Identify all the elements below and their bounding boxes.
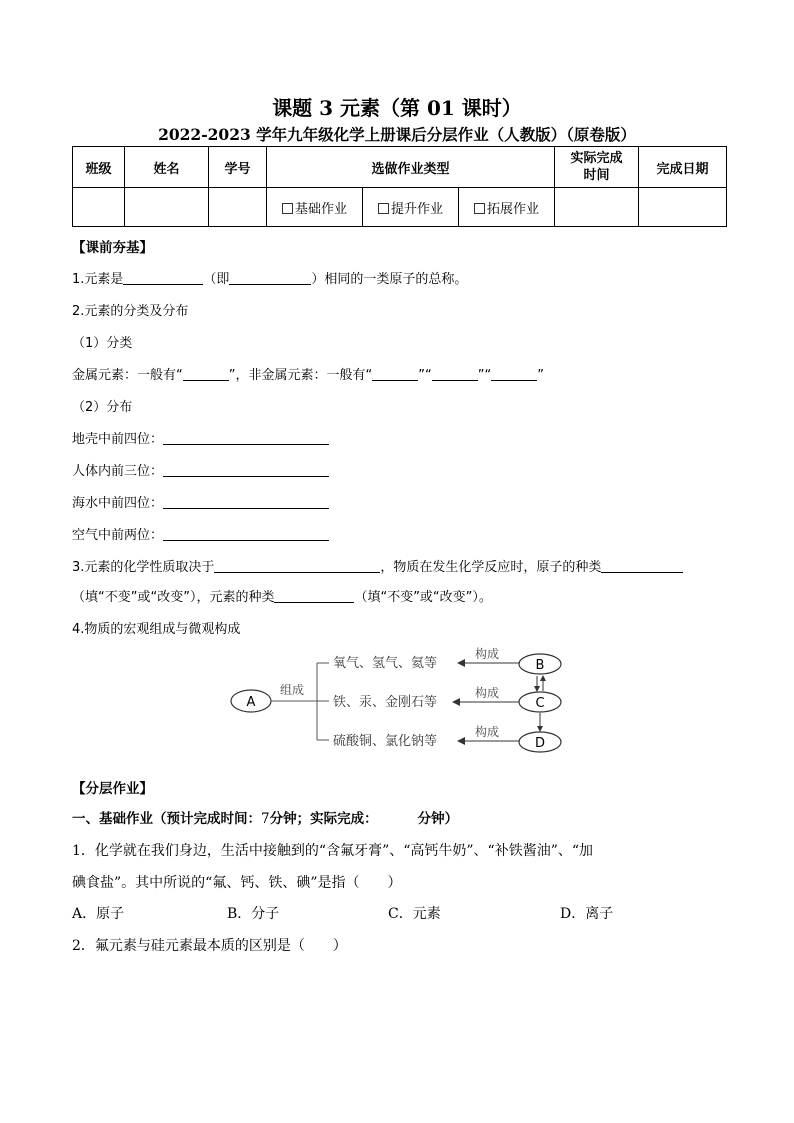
classification-line: 金属元素：一般有“ ”，非金属元素：一般有“ ”“ ”“ ” [72, 368, 544, 383]
construct-label-3: 构成 [474, 725, 500, 739]
blank[interactable] [274, 590, 354, 603]
blank[interactable] [163, 528, 329, 541]
header-class: 班级 [73, 147, 125, 188]
checkbox-icon[interactable] [378, 203, 389, 214]
hw-question-1-line2: 碘食盐”。其中所说的“氟、钙、铁、碘”是指（ ） [72, 875, 402, 891]
node-b-label: B [535, 658, 545, 673]
distribution-air: 空气中前两位： [72, 524, 329, 543]
class-cell[interactable] [73, 188, 125, 227]
distribution-seawater: 海水中前四位： [72, 492, 329, 511]
page-title: 课题 3 元素（第 01 课时） [272, 96, 522, 120]
blank[interactable] [163, 464, 329, 477]
hw-question-2: 2．氟元素与硅元素最本质的区别是（ ） [72, 938, 347, 954]
name-cell[interactable] [125, 188, 209, 227]
blank[interactable] [229, 272, 311, 285]
page-subtitle: 2022-2023 学年九年级化学上册课后分层作业（人教版）（原卷版） [158, 125, 636, 144]
question-2-2: （2）分布 [72, 400, 133, 415]
finish-date-cell[interactable] [639, 188, 727, 227]
composition-diagram [225, 645, 570, 757]
blank[interactable] [372, 368, 418, 381]
header-actual-time-line2: 时间 [583, 168, 610, 183]
header-student-id: 学号 [209, 147, 267, 188]
question-1: 1.元素是 （即 ）相同的一类原子的总称。 [72, 272, 468, 287]
checkbox-icon[interactable] [282, 203, 293, 214]
distribution-crust: 地壳中前四位： [72, 428, 329, 447]
blank[interactable] [163, 432, 329, 445]
homework-heading: 【分层作业】 [72, 781, 153, 797]
blank[interactable] [432, 368, 478, 381]
blank[interactable] [601, 560, 683, 573]
blank[interactable] [183, 368, 229, 381]
actual-time-cell[interactable] [555, 188, 639, 227]
question-2: 2.元素的分类及分布 [72, 304, 189, 319]
row-2-text: 铁、汞、金刚石等 [333, 695, 438, 710]
node-a-label: A [246, 695, 256, 710]
header-finish-date: 完成日期 [639, 147, 727, 188]
construct-label-1: 构成 [474, 647, 500, 661]
info-table [72, 146, 727, 227]
row-3-text: 硫酸铜、氯化钠等 [333, 734, 438, 749]
header-actual-time [555, 147, 639, 188]
blank[interactable] [163, 496, 329, 509]
option-c[interactable]: C．元素 [388, 906, 441, 922]
hw-question-1-line1: 1．化学就在我们身边，生活中接触到的“含氟牙膏”、“高钙牛奶”、“补铁酱油”、“加 [72, 843, 594, 859]
basic-homework-heading: 一、基础作业（预计完成时间：7分钟；实际完成： 分钟） [72, 811, 459, 827]
question-2-1: （1）分类 [72, 336, 133, 351]
blank[interactable] [214, 560, 380, 573]
question-3-line2: （填“不变”或“改变”），元素的种类 （填“不变”或“改变”）。 [72, 590, 492, 605]
option-a[interactable]: A．原子 [72, 906, 125, 922]
option-extended[interactable]: 拓展作业 [459, 188, 555, 227]
compose-label: 组成 [279, 683, 305, 697]
checkbox-icon[interactable] [474, 203, 485, 214]
blank[interactable] [491, 368, 537, 381]
preclass-heading: 【课前夯基】 [72, 240, 153, 256]
option-basic[interactable]: 基础作业 [267, 188, 363, 227]
node-c-label: C [535, 696, 545, 711]
blank[interactable] [123, 272, 203, 285]
distribution-body: 人体内前三位： [72, 460, 329, 479]
question-3-line1: 3.元素的化学性质取决于 ，物质在发生化学反应时，原子的种类 [72, 556, 683, 575]
student-id-cell[interactable] [209, 188, 267, 227]
header-name: 姓名 [125, 147, 209, 188]
option-d[interactable]: D．离子 [560, 906, 614, 922]
construct-label-2: 构成 [474, 686, 500, 700]
row-1-text: 氧气、氢气、氦等 [333, 656, 438, 671]
option-advanced[interactable]: 提升作业 [363, 188, 459, 227]
node-d-label: D [534, 736, 546, 751]
option-b[interactable]: B．分子 [227, 906, 280, 922]
header-actual-time-line1: 实际完成 [570, 151, 623, 166]
header-homework-type: 选做作业类型 [267, 147, 555, 188]
question-4: 4.物质的宏观组成与微观构成 [72, 622, 241, 637]
